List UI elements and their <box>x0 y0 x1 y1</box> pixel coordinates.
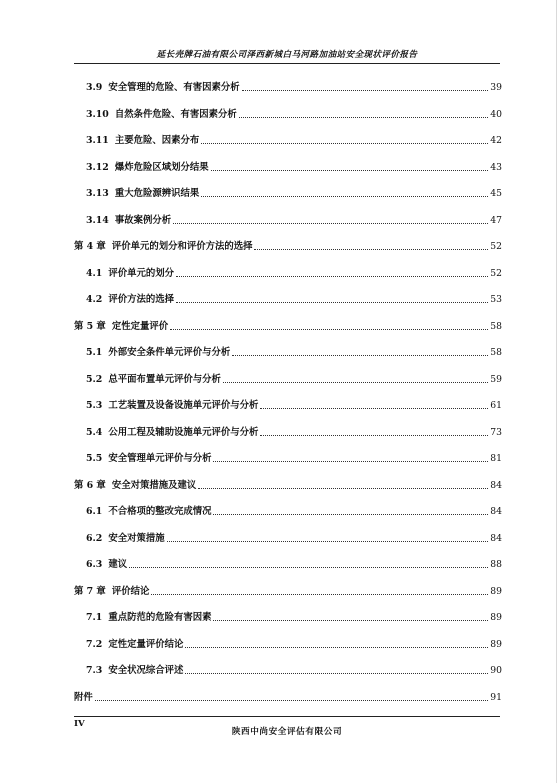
toc-entry-number: 5.1 <box>86 347 103 358</box>
toc-entry[interactable] <box>74 690 502 704</box>
dot-leader <box>201 142 488 144</box>
dot-leader <box>173 222 488 224</box>
toc-entry-title <box>86 612 211 624</box>
toc-entry-number: 3.9 <box>86 82 103 93</box>
toc-entry-number: 4.1 <box>86 267 103 279</box>
toc-entry-number: 7.2 <box>86 638 103 650</box>
toc-entry-number: 3.11 <box>86 135 109 146</box>
toc-entry-text: 评价结论 <box>111 585 150 597</box>
toc-entry[interactable] <box>86 186 502 200</box>
toc-entry[interactable] <box>86 292 502 306</box>
toc-entry-page: 89 <box>490 638 502 650</box>
dot-leader <box>129 566 488 568</box>
toc-entry-number: 3.12 <box>86 161 109 173</box>
toc-entry[interactable] <box>74 478 502 492</box>
toc-entry-title <box>86 400 258 412</box>
toc-entry-number: 第 4 章 <box>74 241 106 252</box>
toc-entry-text: 重大危险源辨识结果 <box>114 188 200 199</box>
toc-entry-text: 总平面布置单元评价与分析 <box>108 373 221 385</box>
toc-entry-page: 58 <box>490 320 502 332</box>
toc-entry-text: 评价单元的划分和评价方法的选择 <box>111 241 253 252</box>
header-rule <box>74 63 500 64</box>
toc-entry-title <box>74 241 252 253</box>
dot-leader <box>213 619 488 621</box>
toc-entry-number: 5.5 <box>86 453 103 464</box>
footer-rule <box>74 716 500 717</box>
toc-entry-page: 84 <box>490 532 502 544</box>
toc-entry-page: 89 <box>490 612 502 623</box>
page-number: IV <box>74 719 85 729</box>
toc-entry-title <box>86 374 221 386</box>
toc-entry-title <box>86 135 199 147</box>
toc-entry-number: 6.3 <box>86 559 103 570</box>
toc-entry-page: 40 <box>490 108 502 120</box>
toc-entry-page: 53 <box>490 294 502 305</box>
toc-entry[interactable] <box>86 610 502 624</box>
toc-entry-number: 第 6 章 <box>74 479 106 491</box>
dot-leader <box>151 593 488 595</box>
toc-entry-title <box>86 639 183 651</box>
toc-entry-text: 自然条件危险、有害因素分析 <box>114 108 237 120</box>
toc-entry-number: 6.2 <box>86 532 103 544</box>
dot-leader <box>260 434 488 436</box>
toc-entry-title <box>86 294 174 306</box>
toc-entry-number: 第 7 章 <box>74 585 106 597</box>
toc-entry-title <box>86 427 258 439</box>
toc-entry[interactable] <box>86 372 502 386</box>
toc-entry[interactable] <box>86 80 502 94</box>
toc-entry-title <box>86 533 165 545</box>
toc-entry-text: 安全对策措施及建议 <box>111 479 197 491</box>
toc-entry-text: 外部安全条件单元评价与分析 <box>108 347 231 358</box>
toc-entry-title <box>86 506 211 518</box>
toc-entry-number: 第 5 章 <box>74 320 106 332</box>
toc-entry-title <box>86 453 211 465</box>
toc-entry[interactable] <box>86 107 502 121</box>
toc-entry-title <box>74 480 196 492</box>
toc-entry-title <box>86 188 199 200</box>
toc-entry-title <box>86 665 183 677</box>
toc-entry-text: 工艺装置及设备设施单元评价与分析 <box>108 400 259 411</box>
toc-entry-number: 6.1 <box>86 506 103 517</box>
toc-entry-text: 评价方法的选择 <box>108 294 174 305</box>
footer-company: 陕西中尚安全评估有限公司 <box>231 727 343 737</box>
toc-entry-text: 安全状况综合评述 <box>108 665 184 676</box>
toc-entry-title <box>74 586 149 598</box>
toc-entry-page: 89 <box>490 585 502 597</box>
toc-entry-page: 88 <box>490 559 502 570</box>
dot-leader <box>254 248 488 250</box>
dot-leader <box>213 460 488 462</box>
toc-entry-text: 定性定量评价 <box>111 320 169 332</box>
dot-leader <box>198 487 488 489</box>
toc-entry-title <box>74 692 93 704</box>
toc-entry[interactable] <box>74 584 502 598</box>
toc-entry-page: 91 <box>490 691 502 703</box>
toc-entry-text: 附件 <box>74 691 93 703</box>
toc-entry-page: 73 <box>490 426 502 438</box>
toc-entry-page: 84 <box>490 506 502 517</box>
toc-entry-title <box>86 347 230 359</box>
toc-entry-number: 5.4 <box>86 426 103 438</box>
toc-entry-text: 公用工程及辅助设施单元评价与分析 <box>108 426 259 438</box>
toc-entry-title <box>86 559 127 571</box>
toc-entry[interactable] <box>86 504 502 518</box>
toc-entry-number: 5.2 <box>86 373 103 385</box>
toc-entry-title <box>74 321 168 333</box>
toc-entry-text: 重点防范的危险有害因素 <box>108 612 212 623</box>
toc-entry-number: 3.14 <box>86 214 109 226</box>
toc-entry-text: 安全管理的危险、有害因素分析 <box>108 82 240 93</box>
toc-entry-text: 事故案例分析 <box>114 214 172 226</box>
toc-entry-number: 3.10 <box>86 108 109 120</box>
toc-entry-page: 42 <box>490 135 502 146</box>
toc-entry-number: 4.2 <box>86 294 103 305</box>
dot-leader <box>232 354 488 356</box>
toc-entry-page: 43 <box>490 161 502 173</box>
toc-entry-text: 建议 <box>108 559 128 570</box>
toc-entry-text: 爆炸危险区域划分结果 <box>114 161 209 173</box>
toc-entry-title <box>86 162 209 174</box>
toc-entry-title <box>86 268 174 280</box>
dot-leader <box>242 89 489 91</box>
toc-entry[interactable] <box>86 557 502 571</box>
dot-leader <box>211 169 489 171</box>
toc-entry-text: 安全管理单元评价与分析 <box>108 453 212 464</box>
toc-entry-text: 主要危险、因素分布 <box>114 135 200 146</box>
toc-entry-page: 61 <box>490 400 502 411</box>
toc-entry-text: 安全对策措施 <box>108 532 165 544</box>
dot-leader <box>167 540 489 542</box>
dot-leader <box>185 672 488 674</box>
dot-leader <box>176 301 488 303</box>
toc-entry-page: 52 <box>490 241 502 252</box>
toc-entry[interactable] <box>86 266 502 280</box>
toc-entry-title <box>86 109 237 121</box>
toc-entry[interactable] <box>86 160 502 174</box>
toc-entry-page: 90 <box>490 665 502 676</box>
dot-leader <box>260 407 488 409</box>
toc-entry-page: 47 <box>490 214 502 226</box>
dot-leader <box>185 646 488 648</box>
dot-leader <box>201 195 488 197</box>
toc-entry-page: 58 <box>490 347 502 358</box>
toc-entry-page: 59 <box>490 373 502 385</box>
toc-entry-number: 7.3 <box>86 665 103 676</box>
toc-entry[interactable] <box>86 637 502 651</box>
dot-leader <box>213 513 488 515</box>
toc-entry-text: 定性定量评价结论 <box>108 638 184 650</box>
toc-entry[interactable] <box>86 133 502 147</box>
page-header: 延长壳牌石油有限公司泽西新城白马河路加油站安全现状评价报告 <box>156 50 418 60</box>
toc-entry-page: 39 <box>490 82 502 93</box>
toc-entry[interactable] <box>86 531 502 545</box>
toc-entry[interactable] <box>86 345 502 359</box>
dot-leader <box>95 699 489 701</box>
toc-entry-number: 5.3 <box>86 400 103 411</box>
toc-entry-page: 81 <box>490 453 502 464</box>
toc-entry[interactable] <box>86 213 502 227</box>
toc-entry[interactable] <box>86 451 502 465</box>
toc-entry[interactable] <box>74 239 502 253</box>
toc-entry-page: 84 <box>490 479 502 491</box>
toc-entry-number: 7.1 <box>86 612 103 623</box>
dot-leader <box>223 381 488 383</box>
toc-entry[interactable] <box>86 425 502 439</box>
toc-entry[interactable] <box>86 663 502 677</box>
toc-entry-title <box>86 82 240 94</box>
toc-entry-number: 3.13 <box>86 188 109 199</box>
dot-leader <box>239 116 489 118</box>
toc-entry-text: 不合格项的整改完成情况 <box>108 506 212 517</box>
dot-leader <box>176 275 488 277</box>
toc-entry-text: 评价单元的划分 <box>108 267 174 279</box>
toc-entry[interactable] <box>74 319 502 333</box>
toc-entry-page: 52 <box>490 267 502 279</box>
toc-entry-page: 45 <box>490 188 502 199</box>
dot-leader <box>170 328 488 330</box>
toc-entry[interactable] <box>86 398 502 412</box>
toc-entry-title <box>86 215 171 227</box>
